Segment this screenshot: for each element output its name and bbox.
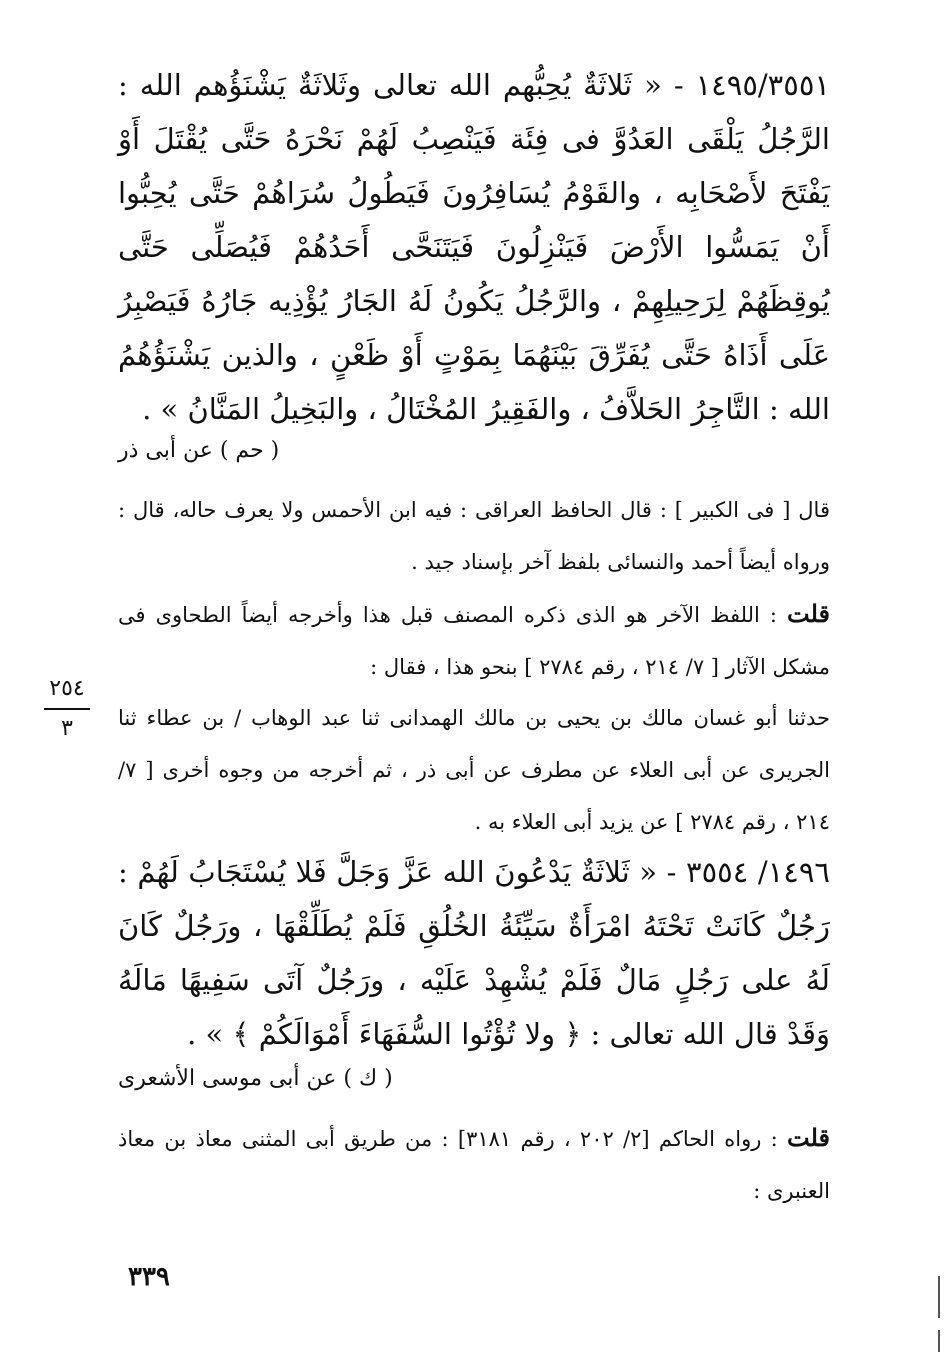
commentary-al-kabir: [118, 484, 830, 588]
qult-label: قلت: [787, 599, 830, 628]
commentary-qult-2: [118, 1112, 830, 1217]
commentary-qult-1: [118, 588, 830, 693]
hadith-1495: [118, 58, 830, 436]
qult-label-2: قلت: [787, 1123, 830, 1152]
commentary-al-kabir-text: قال [ فى الكبير ] : قال الحافظ العراقى : فيه ابن الأحمس ولا يعرف حاله، قال : ورواه أيضاً أحمد والنسائى بلفظ آخر بإسناد جيد .: [118, 498, 830, 574]
hadith-1496-source: [118, 1064, 830, 1094]
source-1496-text: ( ك ) عن أبى موسى الأشعرى: [118, 1066, 393, 1091]
page-number: ٣٣٩: [128, 1262, 170, 1292]
hadith-1496: [118, 845, 830, 1061]
commentary-isnad-text: حدثنا أبو غسان مالك بن يحيى بن مالك الهمدانى ثنا عبد الوهاب / بن عطاء ثنا الجريرى عن أبى العلاء عن مطرف عن أبى ذر ، ثم أخرجه من وجوه أخرى [ ٧/ ٢١٤ ، رقم ٢٧٨٤ ] عن يزيد أبى العلاء به .: [118, 706, 830, 834]
commentary-isnad: [118, 692, 830, 848]
margin-note-top: ٢٥٤: [49, 676, 85, 701]
margin-volume-page-note: [40, 676, 94, 742]
hadith-1495-source: [118, 436, 830, 466]
hadith-1495-text: ١٤٩٥/٣٥٥١ - « ثَلاثَةٌ يُحِبُّهم الله تعالى وثَلاثَةٌ يَشْنَؤُهم الله : الرَّجُلُ يَلْقَى العَدُوَّ فى فِئَة فَيَنْصِبُ لَهُمْ نَحْرَهُ حَتَّى يُقْتَلَ أَوْ يَفْتَحَ لأَصْحَابِه ، والقَوْمُ يُسَافِرُونَ فَيَطُولُ سُرَاهُمْ حَتَّى يُحِبُّوا أَنْ يَمَسُّوا الأَرْضَ فَيَنْزِلُونَ فَيَتَنَحَّى أَحَدُهُمْ فَيُصَلِّى حَتَّى يُوقِظَهُمْ لِرَحِيلِهِمْ ، والرَّجُلُ يَكُونُ لَهُ الجَارُ يُؤْذِيه جَارُهُ فَيَصْبِرُ عَلَى أَذَاهُ حَتَّى يُفَرِّقَ بَيْنَهُمَا بِمَوْتٍ أَوْ ظَعْنٍ ، والذين يَشْنَؤُهُمُ الله : التَّاجِرُ الحَلاَّفُ ، والفَقِيرُ المُخْتَالُ ، والبَخِيلُ المَنَّانُ » .: [118, 68, 830, 426]
hadith-1496-text: ١٤٩٦/ ٣٥٥٤ - « ثَلاثَةٌ يَدْعُونَ الله عَزَّ وَجَلَّ فَلا يُسْتَجَابُ لَهُمْ : رَجُلٌ كَانَتْ تَحْتَهُ امْرَأَةٌ سَيِّئَةُ الخُلُقِ فَلَمْ يُطَلِّقْهَا ، ورَجُلٌ كَانَ لَهُ على رَجُلٍ مَالٌ فَلَمْ يُشْهِدْ عَلَيْه ، ورَجُلٌ آتَى سَفِيهًا مَالَهُ وَقَدْ قال الله تعالى : ﴿ ولا تُؤْتُوا السُّفَهَاءَ أَمْوَالَكُمْ ﴾ » .: [118, 855, 830, 1051]
commentary-qult-1-text: : اللفظ الآخر هو الذى ذكره المصنف قبل هذا وأخرجه أيضاً الطحاوى فى مشكل الآثار [ ٧/ ٢١٤ ، رقم ٢٧٨٤ ] بنحو هذا ، فقال :: [118, 603, 830, 679]
page-edge-mark: [938, 1276, 940, 1318]
page-edge-mark-lower: [938, 1330, 940, 1352]
source-1495-text: ( حم ) عن أبى ذر: [118, 438, 280, 463]
margin-note-divider: [44, 708, 90, 710]
margin-note-bottom: ٣: [61, 716, 73, 741]
commentary-qult-2-text: : رواه الحاكم [٢/ ٢٠٢ ، رقم ٣١٨١] : من طريق أبى المثنى معاذ بن معاذ العنبرى :: [118, 1127, 830, 1203]
